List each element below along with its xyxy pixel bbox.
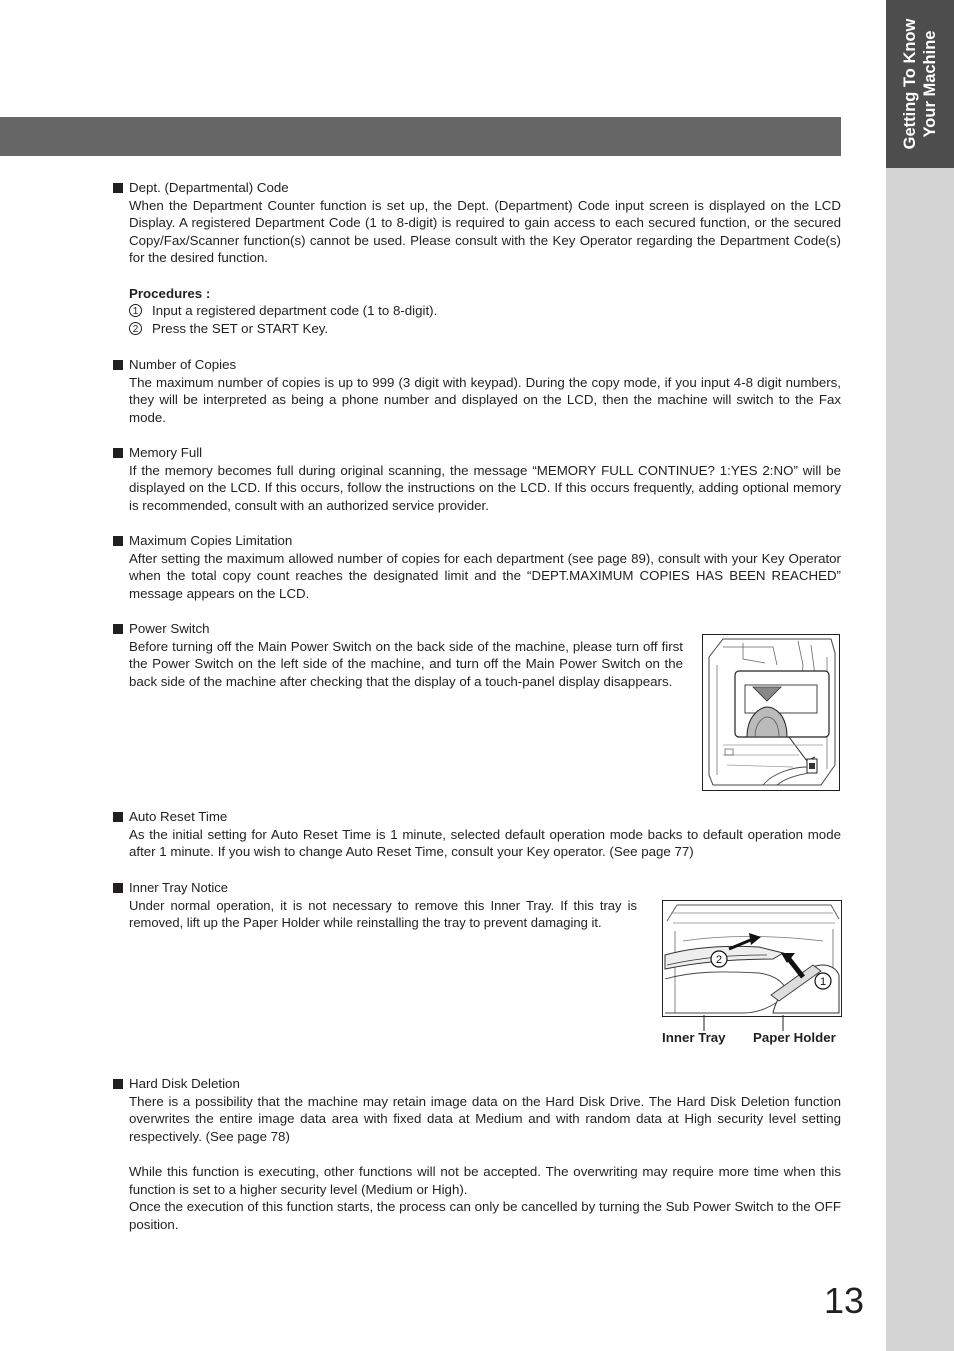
section-body: After setting the maximum allowed number of copies for each department (see page 89), consult with your Key Operator when the total copy count reaches the designated limit and the “DEPT.MAXIMUM COPIES HAS BEEN REACHED” message appears on the LCD. bbox=[129, 550, 841, 601]
section-auto-reset bbox=[113, 808, 841, 861]
bullet-icon bbox=[113, 812, 123, 822]
bullet-icon bbox=[113, 360, 123, 370]
section-hard-disk-deletion bbox=[113, 1075, 841, 1233]
section-body: When the Department Counter function is set up, the Dept. (Department) Code input screen is displayed on the LCD Display. A registered Department Code (1 to 8-digit) is required to gain access to each secured function, or the secured Copy/Fax/Scanner function(s) cannot be used. Please consult with the Key Operator regarding the Department Code(s) for the desired function. bbox=[129, 197, 841, 266]
heading-text: Power Switch bbox=[129, 621, 210, 636]
machine-rear-drawing bbox=[703, 635, 839, 790]
section-body: As the initial setting for Auto Reset Time is 1 minute, selected default operation mode backs to default operation mode after 1 minute. If you wish to change Auto Reset Time, consult your Key operator. (See page 77) bbox=[129, 826, 841, 860]
heading-text: Inner Tray Notice bbox=[129, 880, 228, 895]
bullet-icon bbox=[113, 448, 123, 458]
heading-text: Auto Reset Time bbox=[129, 809, 228, 824]
bullet-icon bbox=[113, 1079, 123, 1089]
section-heading bbox=[113, 879, 637, 897]
tray-drawing bbox=[663, 901, 841, 1016]
side-tab-line2: Your Machine bbox=[921, 30, 939, 138]
section-max-copies bbox=[113, 532, 841, 602]
step-number-2: 2 bbox=[129, 322, 142, 335]
section-heading bbox=[113, 444, 841, 462]
heading-text: Dept. (Departmental) Code bbox=[129, 180, 289, 195]
section-body-2: While this function is executing, other functions will not be accepted. The overwriting may require more time when this function is set to a higher security level (Medium or High). bbox=[129, 1163, 841, 1197]
section-heading bbox=[113, 179, 841, 197]
section-body: Under normal operation, it is not necessary to remove this Inner Tray. If this tray is removed, lift up the Paper Holder while reinstalling the tray to prevent damaging it. bbox=[129, 897, 637, 931]
section-heading bbox=[113, 808, 841, 826]
side-tab-line1: Getting To Know bbox=[901, 18, 919, 150]
heading-text: Maximum Copies Limitation bbox=[129, 533, 293, 548]
paper-holder-label: Paper Holder bbox=[753, 1030, 836, 1045]
section-body: If the memory becomes full during original scanning, the message “MEMORY FULL CONTINUE? 1:YES 2:NO” will be displayed on the LCD. If this occurs, follow the instructions on the LCD. If this occurs frequently, adding optional memory is recommended, consult with an authorized service provider. bbox=[129, 462, 841, 513]
section-body-3: Once the execution of this function starts, the process can only be cancelled by turning the Sub Power Switch to the OFF position. bbox=[129, 1199, 841, 1232]
page-number: 13 bbox=[824, 1280, 865, 1321]
heading-text: Memory Full bbox=[129, 445, 203, 460]
side-tab bbox=[886, 0, 954, 1351]
procedure-step bbox=[129, 302, 841, 320]
bullet-icon bbox=[113, 183, 123, 193]
power-switch-illustration bbox=[702, 634, 840, 791]
section-body: There is a possibility that the machine may retain image data on the Hard Disk Drive. The Hard Disk Deletion function overwrites the entire image data area with fixed data at Medium and with random data at High security level setting respectively. (See page 78) bbox=[129, 1093, 841, 1144]
step-text: Input a registered department code (1 to 8-digit). bbox=[152, 303, 438, 319]
section-heading bbox=[113, 356, 841, 374]
bullet-icon bbox=[113, 536, 123, 546]
section-heading bbox=[113, 532, 841, 550]
callout-lines bbox=[662, 1015, 840, 1031]
tray-marker-2: 2 bbox=[715, 954, 723, 966]
inner-tray-label: Inner Tray bbox=[662, 1030, 726, 1045]
procedures bbox=[129, 285, 841, 338]
step-text: Press the SET or START Key. bbox=[152, 320, 329, 336]
section-body: Before turning off the Main Power Switch on the back side of the machine, please turn off first the Power Switch on the left side of the machine, and turn off the Main Power Switch on the back side of the machine after checking that the display of a touch-panel display disappears. bbox=[129, 638, 683, 689]
heading-text: Hard Disk Deletion bbox=[129, 1076, 240, 1091]
header-bar bbox=[0, 117, 841, 156]
procedure-step bbox=[129, 320, 841, 338]
inner-tray-illustration bbox=[662, 900, 842, 1017]
procedures-title: Procedures : bbox=[129, 285, 211, 301]
section-body: The maximum number of copies is up to 999 (3 digit with keypad). During the copy mode, if you input 4-8 digit numbers, they will be interpreted as being a phone number and displayed on the LCD, then the machine will switch to the Fax mode. bbox=[129, 374, 841, 425]
bullet-icon bbox=[113, 624, 123, 634]
section-power-switch bbox=[113, 620, 683, 690]
side-tab-text bbox=[900, 19, 940, 150]
tray-marker-1: 1 bbox=[819, 976, 827, 988]
bullet-icon bbox=[113, 883, 123, 893]
section-number-of-copies bbox=[113, 356, 841, 426]
section-heading bbox=[113, 620, 683, 638]
section-inner-tray bbox=[113, 879, 637, 932]
section-heading bbox=[113, 1075, 841, 1093]
heading-text: Number of Copies bbox=[129, 357, 237, 372]
step-number-1: 1 bbox=[129, 304, 142, 317]
side-tab-label bbox=[886, 0, 954, 168]
section-dept-code bbox=[113, 179, 841, 337]
section-memory-full bbox=[113, 444, 841, 514]
